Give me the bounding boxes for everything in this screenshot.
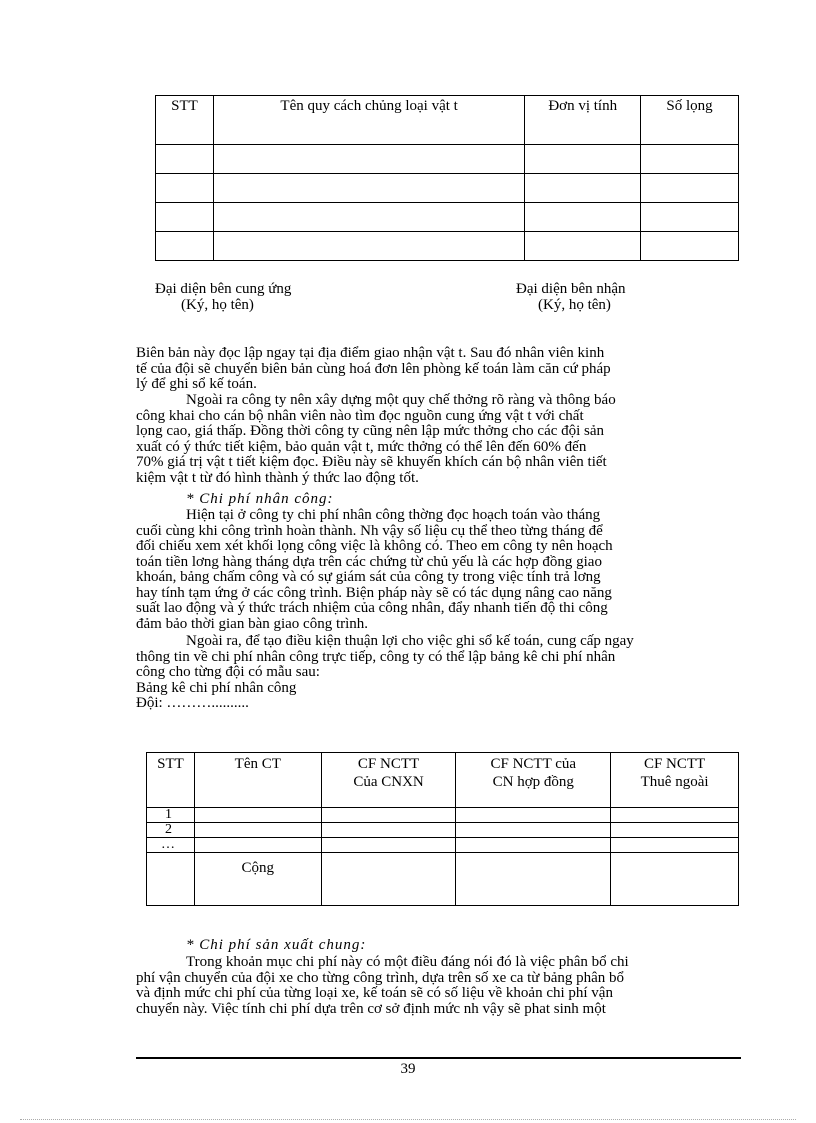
header-cell: Đơn vị tính [525,96,641,145]
row-number: 1 [147,808,195,823]
header-cell: Tên CT [194,753,321,808]
signature-subtitle: (Ký, họ tên) [538,297,611,313]
total-row [147,853,739,906]
row-number: … [147,838,195,853]
signature-receiver [516,281,626,313]
table-row [147,808,739,823]
header-cell: STT [147,753,195,808]
team-field: Đội: ……….......... [136,695,249,711]
page-number: 39 [400,1061,416,1077]
paragraph: Ngoài ra, để tạo điều kiện thuận lợi cho việc ghi sổ kế toán, cung cấp ngay thông tin về chi phí nhân công trực tiếp, công ty có thể lập bảng kê chi phí nhân công cho từng đội có mẫu sau: Bảng kê chi phí nhân công Đội: ……….......... [136,634,739,712]
header-cell: CF NCTT của CN hợp đồng [456,753,611,808]
header-cell: STT [156,96,214,145]
paragraph: Biên bản này đọc lập ngay tại địa điểm giao nhận vật t. Sau đó nhân viên kinh tế của đội sẽ chuyển biên bản cùng hoá đơn lên phòng kế toán làm căn cứ pháp lý để ghi sổ kế toán. [136,345,611,392]
material-table [155,95,739,261]
labor-cost-table [146,752,739,906]
table-row [147,823,739,838]
total-label: Cộng [194,853,321,906]
signature-supplier [155,281,291,313]
table-caption: Bảng kê chi phí nhân công [136,679,297,696]
signature-title: Đại diện bên cung ứng [155,281,292,297]
signature-title: Đại diện bên nhận [516,281,626,297]
paragraph: Hiện tại ở công ty chi phí nhân công thờng đọc hoạch toán vào tháng cuối cùng khi công trình hoàn thành. Nh vậy số liệu cụ thể theo từng tháng để đối chiếu xem xét khối lọng công việc là không có. Theo em công ty nên hoạch toán tiền lơng hàng tháng dựa trên các chứng từ chủ yếu là các hợp đồng giao khoán, bảng chấm công và có sự giám sát của công ty trong việc tính trả lơng hay tính tạm ứng ở các công trình. Biện pháp này sẽ có tác dụng nâng cao năng suất lao động và ý thức trách nhiệm của công nhân, đẩy nhanh tiến độ thi công đảm bảo thời gian bàn giao công trình. [136,507,613,632]
table-row [156,145,739,174]
table-row [147,838,739,853]
header-cell: Tên quy cách chủng loại vật t [213,96,524,145]
header-cell: Số lọng [641,96,739,145]
material-table-header [156,96,739,145]
section-heading-labor: * Chi phí nhân công: [186,491,334,507]
section-heading-general: * Chi phí sản xuất chung: [186,937,367,953]
signature-subtitle: (Ký, họ tên) [181,297,254,313]
row-number: 2 [147,823,195,838]
paragraph: Trong khoản mục chi phí này có một điều đáng nói đó là việc phân bổ chi phí vận chuyển của đội xe cho từng công trình, dựa trên số xe ca từ bảng phân bổ và định mức chi phí của từng loại xe, kế toán sẽ có số liệu về khoản chi phí vận chuyển này. Việc tính chi phí dựa trên cơ sở định mức nh vậy sẽ phat sinh một [136,954,629,1017]
table-row [156,232,739,261]
table-row [156,174,739,203]
labor-table-header [147,753,739,808]
header-cell: CF NCTT Của CNXN [321,753,456,808]
header-cell: CF NCTT Thuê ngoài [611,753,739,808]
paragraph: Ngoài ra công ty nên xây dựng một quy chế thởng rõ ràng và thông báo công khai cho cán bộ nhân viên nào tìm đọc nguồn cung ứng vật t với chất lọng cao, giá thấp. Đồng thời công ty cũng nên lập mức thởng cho các đội sản xuất có ý thức tiết kiệm, bảo quản vật t, mức thởng có thể lên đến 60% đến 70% giá trị vật t tiết kiệm đọc. Điều này sẽ khuyến khích cán bộ nhân viên tiết kiệm vật t từ đó hình thành ý thức lao động tốt. [136,392,616,486]
table-row [156,203,739,232]
page-bottom-border [20,1119,796,1120]
footer-divider [136,1057,741,1059]
